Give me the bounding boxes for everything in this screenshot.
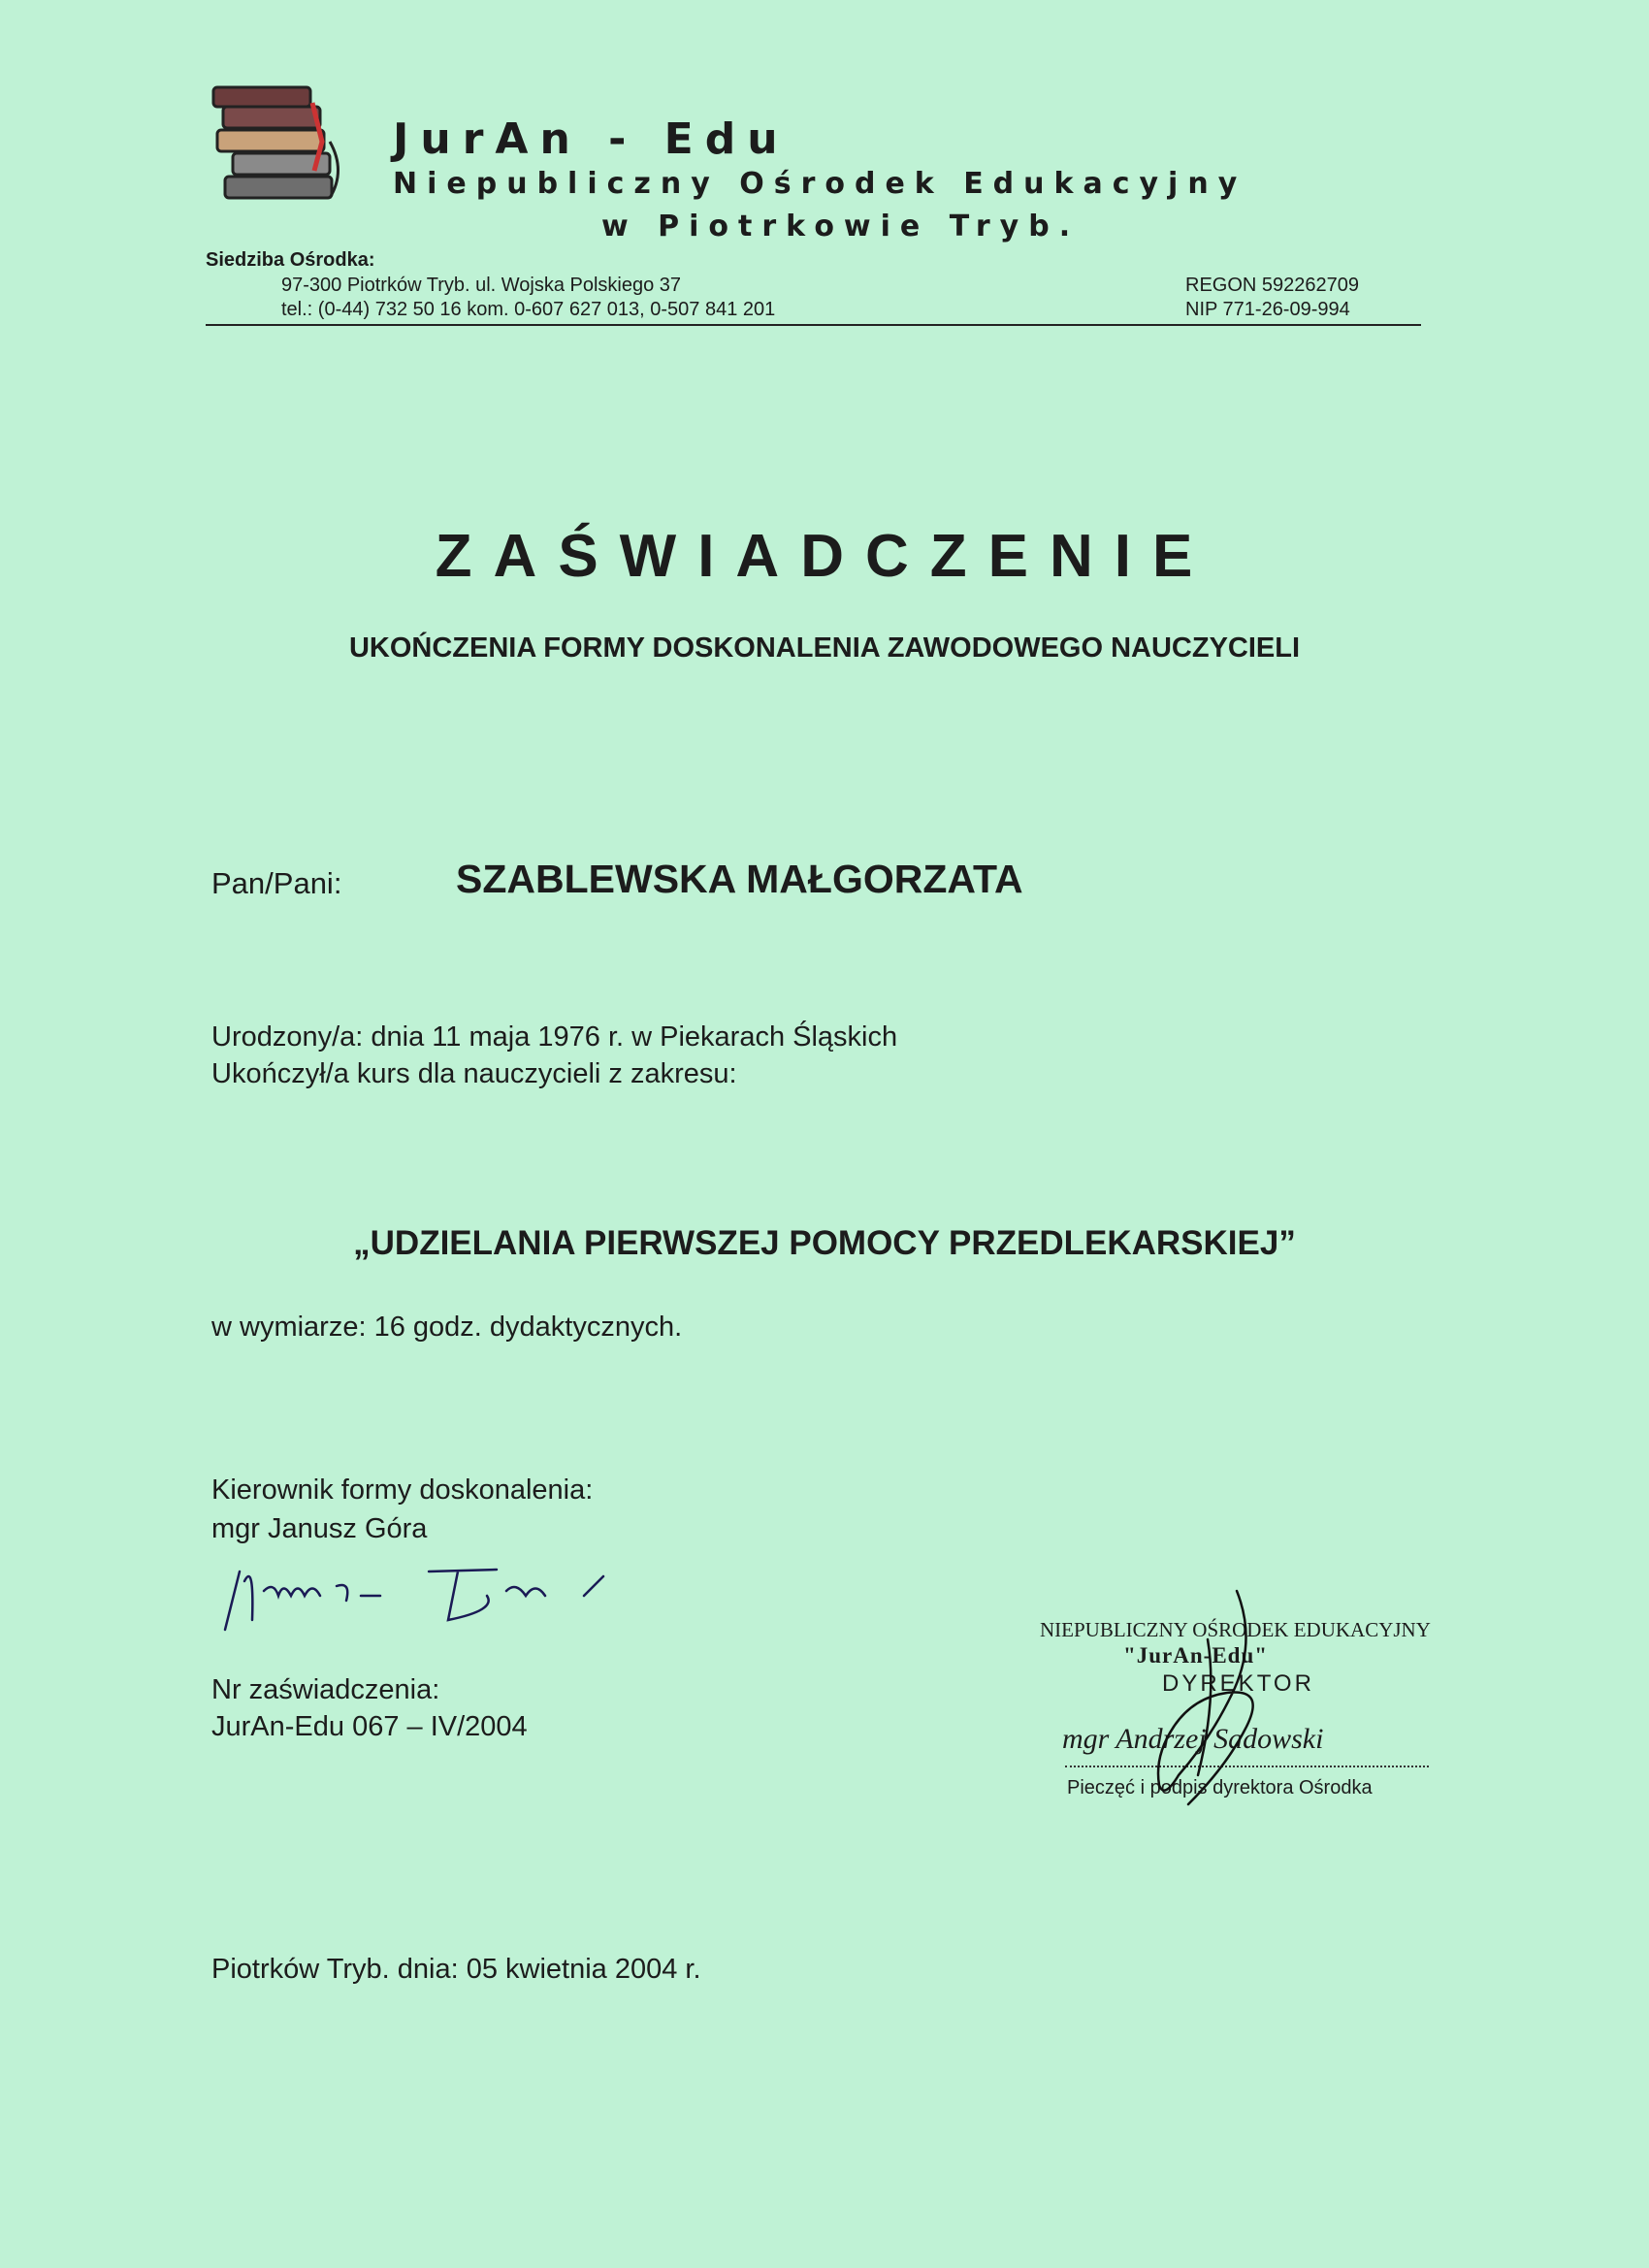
stamp-caption: Pieczęć i podpis dyrektora Ośrodka [1067, 1777, 1373, 1798]
header-divider [206, 324, 1421, 326]
certificate-number-label: Nr zaświadczenia: [211, 1674, 440, 1705]
certificate-number: JurAn-Edu 067 – IV/2004 [211, 1711, 528, 1742]
course-intro: Ukończył/a kurs dla nauczycieli z zakresu: [211, 1058, 737, 1089]
director-name: mgr Andrzej Sadowski [1062, 1723, 1324, 1755]
stamp-role: DYREKTOR [1162, 1670, 1314, 1697]
stamp-brand: "JurAn-Edu" [1123, 1643, 1269, 1668]
issue-date: Piotrków Tryb. dnia: 05 kwietnia 2004 r. [211, 1954, 701, 1985]
document-subtitle: UKOŃCZENIA FORMY DOSKONALENIA ZAWODOWEGO NAUCZYCIELI [348, 632, 1301, 664]
leader-label: Kierownik formy doskonalenia: [211, 1474, 594, 1506]
document-title: ZAŚWIADCZENIE [435, 523, 1214, 590]
institution-city: w Piotrkowie Tryb. [601, 210, 1081, 243]
stamp-institution: NIEPUBLICZNY OŚRODEK EDUKACYJNY [1040, 1618, 1431, 1641]
books-logo-icon [206, 83, 351, 214]
leader-name: mgr Janusz Góra [211, 1513, 428, 1544]
phone-numbers: tel.: (0-44) 732 50 16 kom. 0-607 627 013, 0-507 841 201 [281, 299, 776, 320]
director-signature [1120, 1581, 1285, 1824]
address: 97-300 Piotrków Tryb. ul. Wojska Polskiego 37 [281, 275, 682, 296]
course-name: „UDZIELANIA PIERWSZEJ POMOCY PRZEDLEKARSKIEJ” [353, 1224, 1296, 1262]
brand-name: JurAn - Edu [393, 114, 790, 164]
recipient-label: Pan/Pani: [211, 866, 342, 900]
institution-name: Niepubliczny Ośrodek Edukacyjny [393, 167, 1247, 201]
seat-label: Siedziba Ośrodka: [206, 249, 375, 271]
recipient-name: SZABLEWSKA MAŁGORZATA [456, 857, 1023, 901]
leader-signature [206, 1552, 613, 1639]
birth-info: Urodzony/a: dnia 11 maja 1976 r. w Piekarach Śląskich [211, 1021, 898, 1053]
nip-number: NIP 771-26-09-994 [1185, 299, 1350, 320]
course-hours: w wymiarze: 16 godz. dydaktycznych. [211, 1312, 683, 1343]
regon-number: REGON 592262709 [1185, 275, 1360, 296]
